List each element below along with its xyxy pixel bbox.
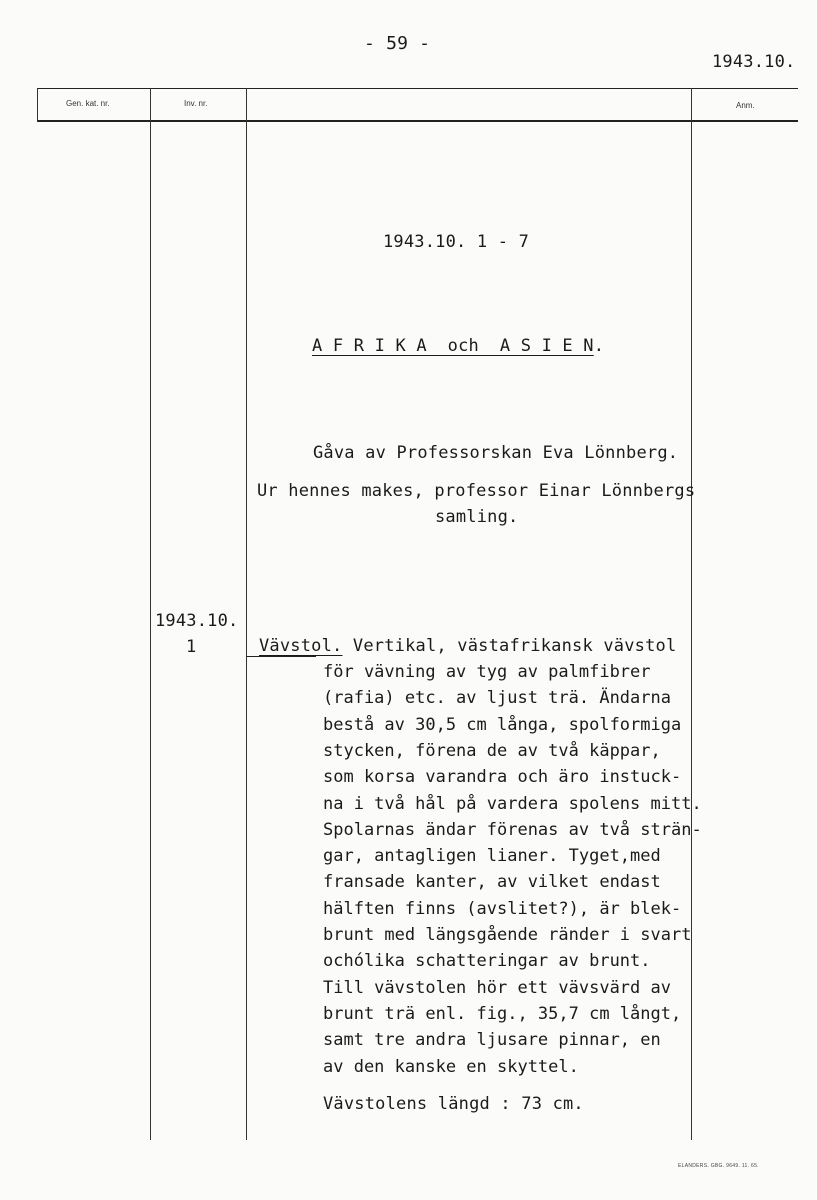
description-line: stycken, förena de av två käppar, bbox=[323, 740, 661, 761]
header-reference: 1943.10. bbox=[712, 52, 796, 72]
left-border-line bbox=[37, 88, 38, 122]
description-line: av den kanske en skyttel. bbox=[323, 1056, 579, 1077]
entry-name-rule bbox=[246, 656, 316, 657]
header-bottom-rule bbox=[37, 120, 798, 122]
description-line: som korsa varandra och äro instuck- bbox=[323, 767, 682, 788]
description-line: brunt med längsgående ränder i svart bbox=[323, 925, 692, 945]
description-line: Till vävstolen hör ett vävsvärd av bbox=[323, 977, 671, 998]
header-top-rule bbox=[37, 88, 798, 89]
printer-mark: ELANDERS. GBG. 9649. 11. 65. bbox=[678, 1163, 759, 1169]
description-line: gar, antagligen lianer. Tyget,med bbox=[323, 846, 661, 867]
description-line: hälften finns (avslitet?), är blek- bbox=[323, 898, 682, 919]
description-line: bestå av 30,5 cm långa, spolformiga bbox=[323, 714, 682, 735]
inventory-item-number: 1 bbox=[186, 637, 197, 657]
object-name: Vävstol. bbox=[259, 636, 343, 656]
region-title-text: A F R I K A och A S I E N bbox=[312, 336, 594, 356]
description-line: na i två hål på vardera spolens mitt. bbox=[323, 793, 702, 814]
region-title bbox=[312, 336, 604, 356]
description-line: (rafia) etc. av ljust trä. Ändarna bbox=[323, 688, 671, 709]
column-header-anm: Anm. bbox=[736, 101, 755, 110]
accession-range: 1943.10. 1 - 7 bbox=[383, 232, 530, 252]
column-divider-1 bbox=[150, 88, 151, 1140]
entry-first-line bbox=[259, 636, 676, 656]
donation-line-2: Ur hennes makes, professor Einar Lönnbergs bbox=[257, 481, 696, 501]
description-line: brunt trä enl. fig., 35,7 cm långt, bbox=[323, 1003, 682, 1024]
donation-line-3: samling. bbox=[435, 507, 519, 527]
length-line: Vävstolens längd : 73 cm. bbox=[323, 1094, 584, 1114]
inventory-number: 1943.10. bbox=[155, 611, 239, 631]
column-header-gen-kat: Gen. kat. nr. bbox=[66, 99, 110, 108]
column-divider-3 bbox=[691, 88, 692, 1140]
description-line: fransade kanter, av vilket endast bbox=[323, 872, 661, 893]
region-title-period: . bbox=[593, 336, 605, 356]
column-header-inv: Inv. nr. bbox=[184, 99, 208, 108]
donation-line-1: Gåva av Professorskan Eva Lönnberg. bbox=[313, 443, 679, 463]
description-line: samt tre andra ljusare pinnar, en bbox=[323, 1030, 661, 1051]
entry-first-line-text: Vertikal, västafrikansk vävstol bbox=[342, 636, 677, 656]
page-number: - 59 - bbox=[364, 33, 431, 54]
description-line: Spolarnas ändar förenas av två strän- bbox=[323, 819, 702, 840]
description-line: för vävning av tyg av palmfibrer bbox=[323, 662, 651, 682]
description-line: ochólika schatteringar av brunt. bbox=[323, 951, 651, 972]
column-divider-2 bbox=[246, 88, 247, 1140]
